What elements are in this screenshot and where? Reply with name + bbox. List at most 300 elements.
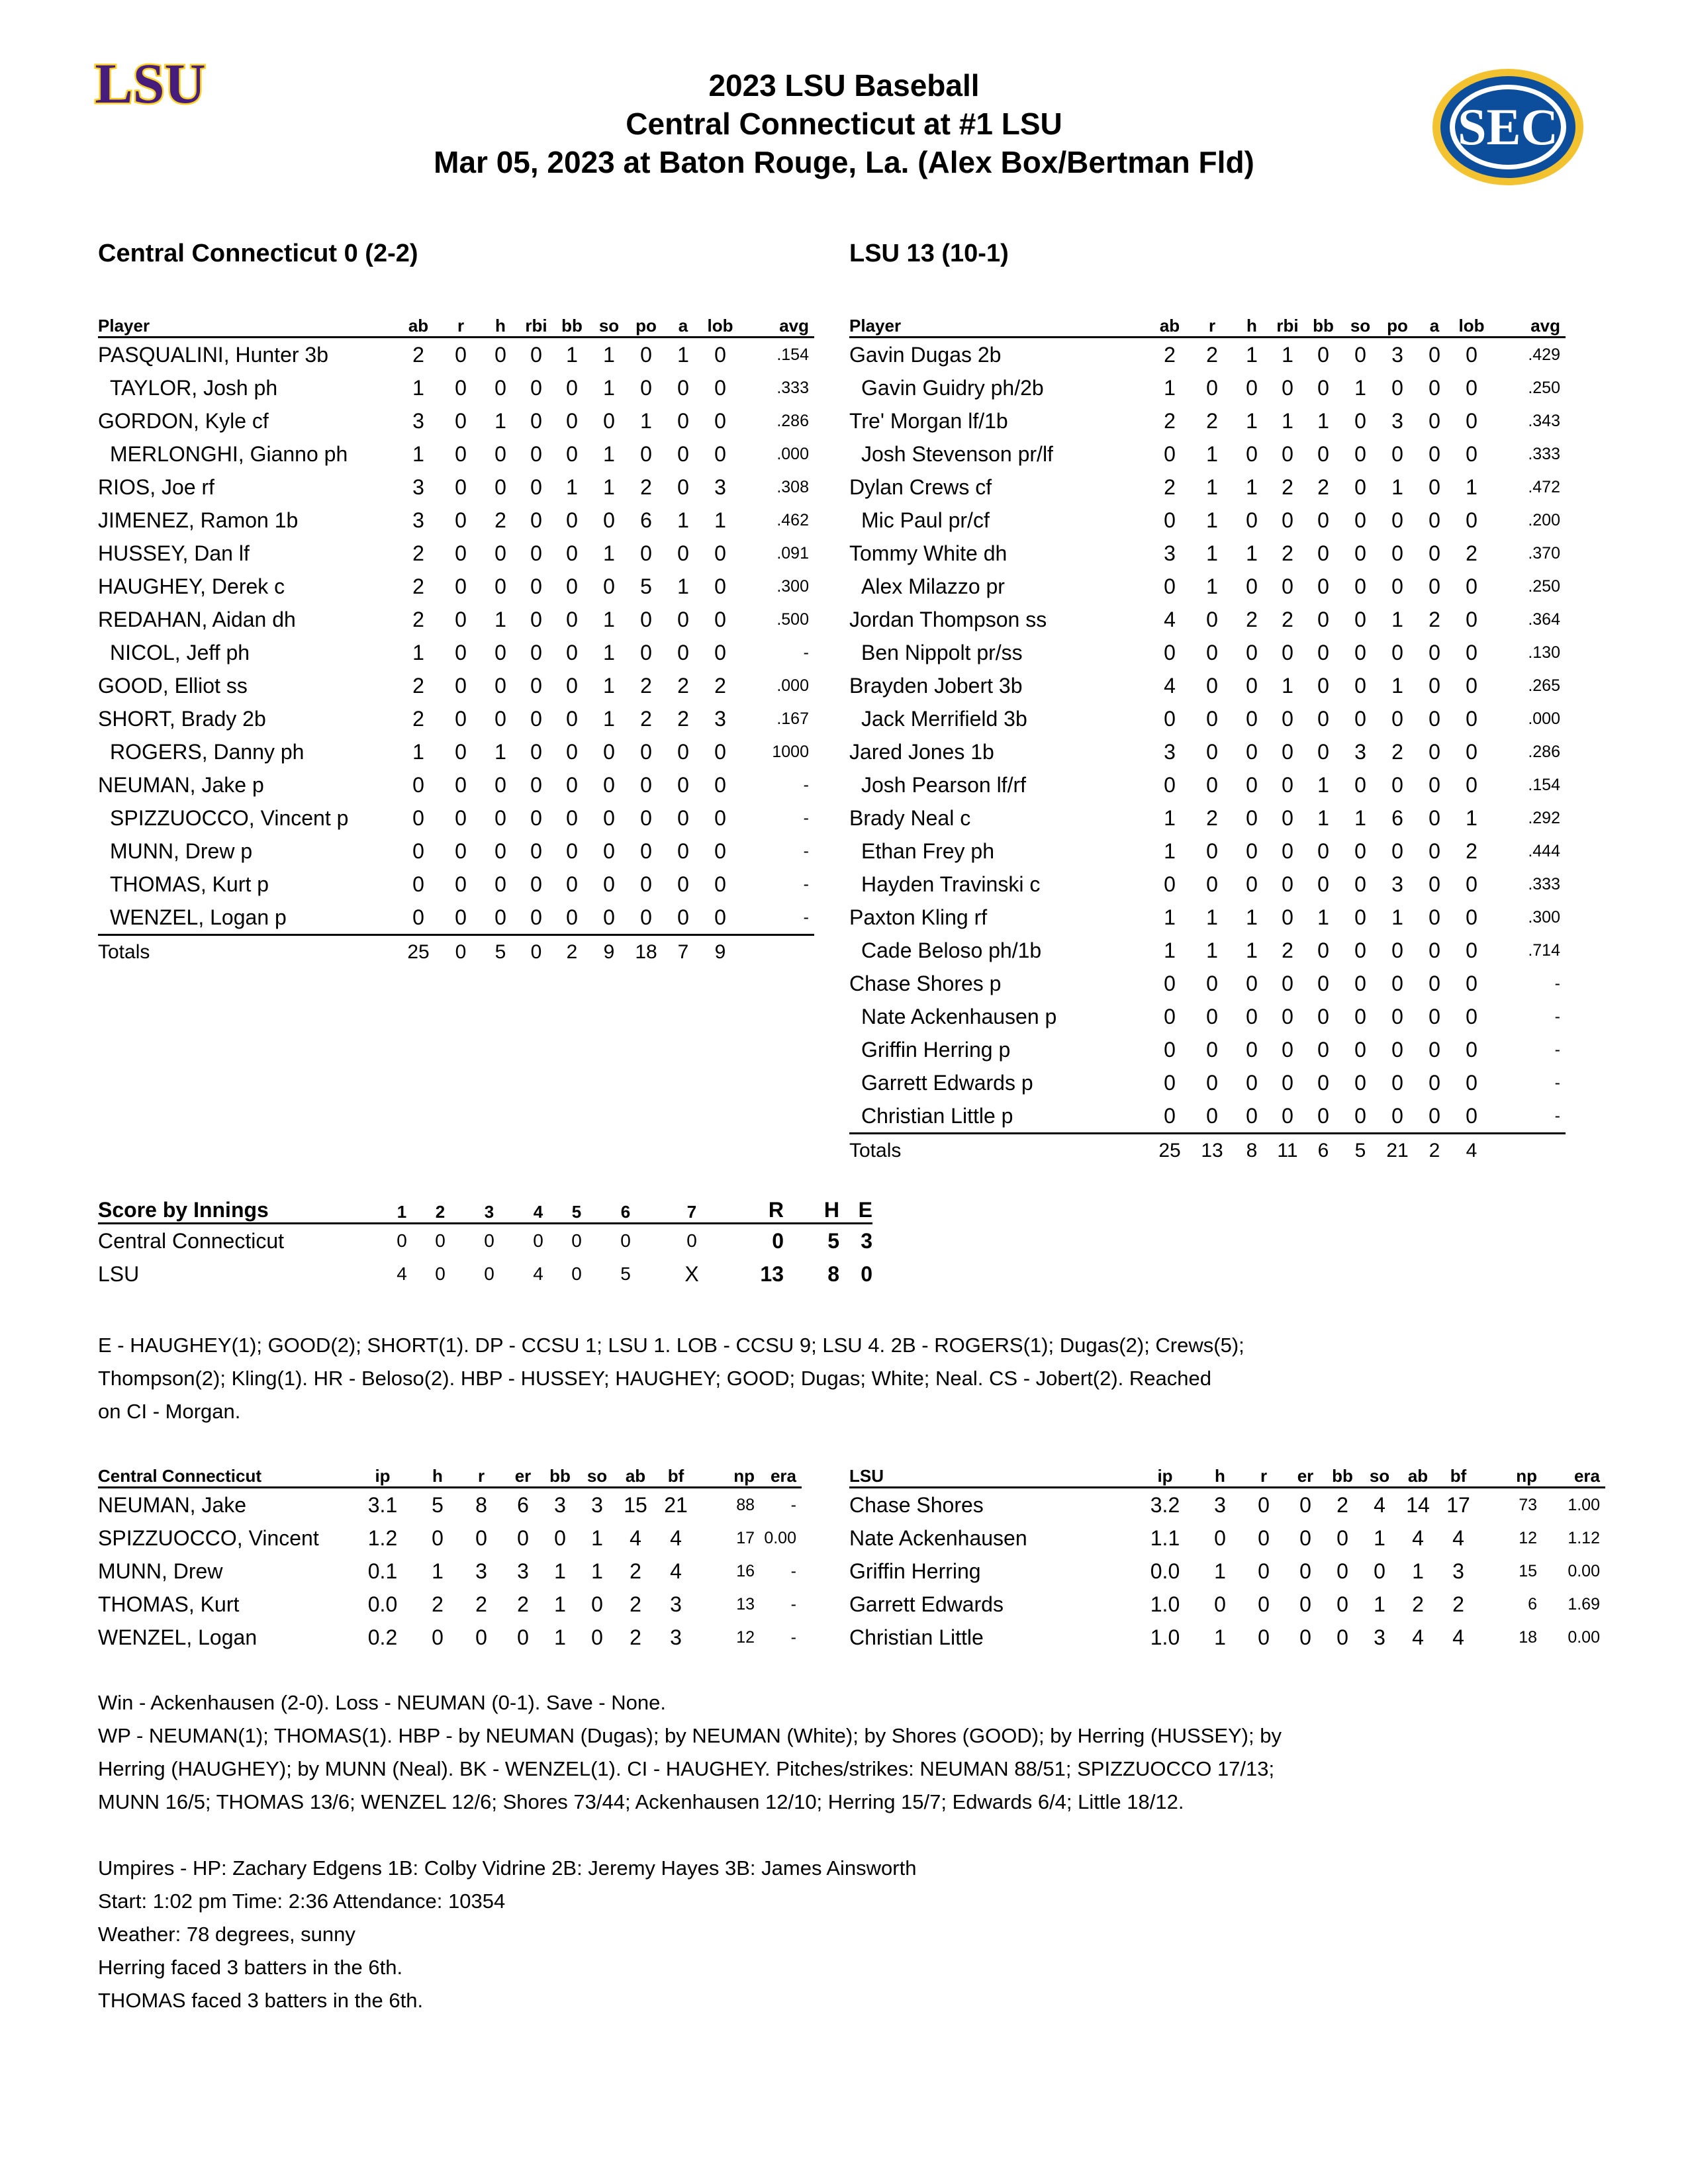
stat-cell: 0 xyxy=(1317,673,1329,698)
column-header: era xyxy=(760,1463,802,1488)
batting-average: .444 xyxy=(1528,841,1560,860)
stat-cell: 0 xyxy=(455,408,467,433)
stat-cell: 0 xyxy=(1258,1559,1270,1583)
stat-cell: 0 xyxy=(1429,541,1440,565)
stat-cell: 4 xyxy=(1452,1525,1464,1550)
stat-cell: 1 xyxy=(1206,441,1218,466)
batting-average: .292 xyxy=(1528,808,1560,827)
pitch-count: 12 xyxy=(1519,1528,1537,1547)
column-header: rbi xyxy=(519,312,553,338)
stat-cell: 0 xyxy=(1354,673,1366,698)
stat-cell: 0 xyxy=(677,839,689,863)
stat-cell: 0 xyxy=(677,607,689,631)
totals-row xyxy=(98,935,814,970)
batting-average: - xyxy=(1554,1007,1560,1026)
stat-cell: 0 xyxy=(1466,375,1477,400)
batter-row xyxy=(849,868,1566,901)
stat-cell: 15 xyxy=(624,1492,647,1517)
stat-cell: 0 xyxy=(1336,1559,1348,1583)
batter-row xyxy=(98,570,814,603)
stat-cell: 0 xyxy=(1317,1004,1329,1028)
stat-cell: 0 xyxy=(1258,1492,1270,1517)
stat-cell: 3 xyxy=(412,408,424,433)
linescore-row xyxy=(98,1257,872,1291)
batting-average: .364 xyxy=(1528,610,1560,629)
stat-cell: 4 xyxy=(1164,607,1176,631)
stat-cell: 0 xyxy=(1246,772,1258,797)
total-e: 0 xyxy=(861,1261,872,1286)
stat-cell: 2 xyxy=(1164,342,1176,367)
stat-cell: 1 xyxy=(1317,805,1329,830)
stat-cell: 0 xyxy=(1246,640,1258,664)
stat-cell: 1 xyxy=(1164,375,1176,400)
stat-cell: 0 xyxy=(1206,839,1218,863)
stat-cell: 0 xyxy=(1246,739,1258,764)
stat-cell: 0 xyxy=(1354,574,1366,598)
stat-cell: 0 xyxy=(1336,1525,1348,1550)
column-header: Player xyxy=(849,312,1149,338)
column-header: po xyxy=(1379,312,1416,338)
stat-cell: 0 xyxy=(603,805,615,830)
stat-cell: 0 xyxy=(1391,375,1403,400)
era-value: 0.00 xyxy=(764,1528,796,1547)
batter-row xyxy=(849,504,1566,537)
linescore-header: 1 xyxy=(383,1198,421,1224)
stat-cell: 0 xyxy=(714,574,726,598)
stat-cell: 0 xyxy=(455,739,467,764)
stat-cell: 1 xyxy=(1164,839,1176,863)
player-name: Brady Neal c xyxy=(849,805,971,830)
stat-cell: 0 xyxy=(1299,1492,1311,1517)
stat-cell: 14 xyxy=(1406,1492,1430,1517)
totals-cell: 6 xyxy=(1317,1140,1329,1161)
stat-cell: 0 xyxy=(530,607,542,631)
stat-cell: 0 xyxy=(603,739,615,764)
batter-row xyxy=(849,603,1566,636)
column-header: Player xyxy=(98,312,397,338)
stat-cell: 1 xyxy=(603,640,615,664)
stat-cell: 0 xyxy=(1246,706,1258,731)
stat-cell: 0 xyxy=(1246,971,1258,995)
totals-label: Totals xyxy=(98,941,150,963)
total-e: 3 xyxy=(861,1228,872,1253)
stat-cell: 0 xyxy=(714,640,726,664)
player-name: Ben Nippolt pr/ss xyxy=(861,640,1023,664)
column-header: r xyxy=(440,312,482,338)
stat-cell: 1 xyxy=(566,342,578,367)
stat-cell: 0 xyxy=(1282,640,1293,664)
pitcher-name: Nate Ackenhausen xyxy=(849,1525,1027,1550)
stat-cell: 1 xyxy=(1317,772,1329,797)
title-line-3: Mar 05, 2023 at Baton Rouge, La. (Alex Box/Bertman Fld) xyxy=(434,145,1254,179)
column-header: po xyxy=(628,312,665,338)
pitcher-name: MUNN, Drew xyxy=(98,1559,223,1583)
stat-cell: 0 xyxy=(603,772,615,797)
batting-average: .250 xyxy=(1528,378,1560,397)
totals-cell: 25 xyxy=(407,941,430,963)
batting-average: .714 xyxy=(1528,940,1560,960)
stat-cell: 0 xyxy=(1466,607,1477,631)
stat-cell: 1 xyxy=(1391,607,1403,631)
game-note-line: E - HAUGHEY(1); GOOD(2); SHORT(1). DP - CCSU 1; LSU 1. LOB - CCSU 9; LSU 4. 2B - ROGERS(1); Dugas(2); Crews(5); xyxy=(98,1334,1244,1357)
stat-cell: 2 xyxy=(630,1559,641,1583)
pitch-count: 73 xyxy=(1519,1495,1537,1514)
batting-average: .286 xyxy=(776,411,809,430)
batting-average: - xyxy=(739,901,814,935)
player-name: Jack Merrifield 3b xyxy=(861,706,1027,731)
stat-cell: 4 xyxy=(1164,673,1176,698)
totals-cell: 5 xyxy=(494,941,506,963)
stat-cell: 0 xyxy=(677,541,689,565)
stat-cell: 0 xyxy=(1317,872,1329,896)
stat-cell: 2 xyxy=(1206,342,1218,367)
stat-cell: 1 xyxy=(566,475,578,499)
batting-average: 1000 xyxy=(772,742,809,761)
totals-cell: 5 xyxy=(1354,1140,1366,1161)
stat-cell: 0 xyxy=(412,839,424,863)
stat-cell: 1 xyxy=(677,574,689,598)
stat-cell: 0 xyxy=(1282,805,1293,830)
stat-cell: 0 xyxy=(1206,872,1218,896)
stat-cell: 1 xyxy=(1317,408,1329,433)
stat-cell: 0 xyxy=(432,1525,444,1550)
inning-score: 5 xyxy=(620,1263,631,1284)
sec-logo-letters: SEC xyxy=(1458,98,1558,156)
stat-cell: 1 xyxy=(1164,938,1176,962)
linescore-row xyxy=(98,1224,872,1258)
player-name: ROGERS, Danny ph xyxy=(110,739,305,764)
stat-cell: 2 xyxy=(1206,408,1218,433)
pitcher-row xyxy=(849,1555,1605,1588)
batter-row xyxy=(849,338,1566,372)
stat-cell: 0 xyxy=(566,872,578,896)
batting-average: .154 xyxy=(776,345,809,364)
stat-cell: 0 xyxy=(1246,872,1258,896)
stat-cell: 0 xyxy=(1246,673,1258,698)
pitcher-row xyxy=(849,1621,1605,1654)
stat-cell: 0 xyxy=(440,901,482,935)
batting-average: .000 xyxy=(776,444,809,463)
player-name: SPIZZUOCCO, Vincent p xyxy=(110,805,349,830)
pitcher-row xyxy=(849,1588,1605,1621)
era-value: - xyxy=(790,1495,796,1514)
stat-cell: 0 xyxy=(1164,772,1176,797)
stat-cell: 0 xyxy=(714,872,726,896)
stat-cell: 0 xyxy=(1164,508,1176,532)
stat-cell: 0 xyxy=(566,706,578,731)
stat-cell: 0 xyxy=(1233,1099,1270,1134)
inning-score: 0 xyxy=(620,1230,631,1251)
column-header: r xyxy=(459,1463,503,1488)
stat-cell: 0 xyxy=(494,839,506,863)
total-r: 0 xyxy=(772,1228,784,1253)
game-info-line: THOMAS faced 3 batters in the 6th. xyxy=(98,1989,424,2012)
column-header: rbi xyxy=(1270,312,1305,338)
stat-cell: 3 xyxy=(1391,408,1403,433)
stat-cell: 1 xyxy=(1206,541,1218,565)
batter-row xyxy=(849,570,1566,603)
innings-pitched: 0.2 xyxy=(367,1625,398,1649)
stat-cell: 1 xyxy=(1354,805,1366,830)
stat-cell: 0 xyxy=(1354,1070,1366,1095)
stat-cell: 0 xyxy=(566,607,578,631)
stat-cell: 0 xyxy=(1429,640,1440,664)
stat-cell: 0 xyxy=(494,541,506,565)
batting-average: .333 xyxy=(1528,444,1560,463)
stat-cell: 0 xyxy=(1354,607,1366,631)
stat-cell: 0 xyxy=(1429,905,1440,929)
home-batting-table xyxy=(849,312,1566,1167)
stat-cell: 2 xyxy=(1206,805,1218,830)
stat-cell: 0 xyxy=(1466,508,1477,532)
stat-cell: 0 xyxy=(1258,1592,1270,1616)
stat-cell: 0 xyxy=(640,342,652,367)
title-line-2: Central Connecticut at #1 LSU xyxy=(626,107,1062,141)
pitch-count: 13 xyxy=(736,1594,755,1614)
stat-cell: 0 xyxy=(455,574,467,598)
stat-cell: 0 xyxy=(677,872,689,896)
stat-cell: 0 xyxy=(1282,1070,1293,1095)
stat-cell: 2 xyxy=(412,342,424,367)
stat-cell: 0 xyxy=(603,872,615,896)
stat-cell: 1 xyxy=(494,739,506,764)
batter-row xyxy=(849,669,1566,702)
stat-cell: 0 xyxy=(1429,938,1440,962)
stat-cell: 3 xyxy=(1391,872,1403,896)
pitching-note-line: WP - NEUMAN(1); THOMAS(1). HBP - by NEUMAN (Dugas); by NEUMAN (White); by Shores (GOOD); by Herring (HUSSEY); by xyxy=(98,1724,1282,1747)
stat-cell: 3 xyxy=(412,508,424,532)
stat-cell: 1 xyxy=(603,342,615,367)
stat-cell: 0 xyxy=(455,805,467,830)
stat-cell: 0 xyxy=(494,640,506,664)
stat-cell: 2 xyxy=(640,706,652,731)
player-name: Alex Milazzo pr xyxy=(861,574,1005,598)
stat-cell: 0 xyxy=(714,739,726,764)
stat-cell: 2 xyxy=(1282,475,1293,499)
stat-cell: 0 xyxy=(566,541,578,565)
batting-average: .250 xyxy=(1528,576,1560,596)
batting-average: .308 xyxy=(776,477,809,496)
stat-cell: 0 xyxy=(1354,839,1366,863)
batting-average: .154 xyxy=(1528,775,1560,794)
totals-cell: 9 xyxy=(714,941,726,963)
player-name: Jared Jones 1b xyxy=(849,739,994,764)
stat-cell: 0 xyxy=(1317,739,1329,764)
stat-cell: 0 xyxy=(1354,938,1366,962)
stat-cell: 0 xyxy=(530,508,542,532)
stat-cell: 0 xyxy=(677,772,689,797)
stat-cell: 0 xyxy=(1354,541,1366,565)
stat-cell: 0 xyxy=(1317,839,1329,863)
stat-cell: 0 xyxy=(1258,1625,1270,1649)
stat-cell: 1 xyxy=(603,673,615,698)
stat-cell: 1 xyxy=(591,1559,603,1583)
stat-cell: 0 xyxy=(1429,508,1440,532)
batting-average: .343 xyxy=(1528,411,1560,430)
game-info-line: Start: 1:02 pm Time: 2:36 Attendance: 10354 xyxy=(98,1889,506,1913)
stat-cell: 0 xyxy=(455,541,467,565)
pitching-note-line: MUNN 16/5; THOMAS 13/6; WENZEL 12/6; Shores 73/44; Ackenhausen 12/10; Herring 15/7; Edwards 6/4; Little 18/12. xyxy=(98,1790,1184,1813)
stat-cell: 0 xyxy=(640,375,652,400)
stat-cell: 0 xyxy=(714,772,726,797)
player-name: Jordan Thompson ss xyxy=(849,607,1047,631)
batting-average: - xyxy=(803,643,809,662)
player-name: HUSSEY, Dan lf xyxy=(98,541,250,565)
inning-score: X xyxy=(684,1261,699,1286)
stat-cell: 0 xyxy=(455,375,467,400)
stat-cell: 0 xyxy=(530,342,542,367)
column-header: bf xyxy=(654,1463,698,1488)
batter-row xyxy=(849,735,1566,768)
stat-cell: 0 xyxy=(566,739,578,764)
stat-cell: 0 xyxy=(1206,1070,1218,1095)
stat-cell: 0 xyxy=(1246,375,1258,400)
inning-score: 0 xyxy=(435,1263,445,1284)
game-note-line: Thompson(2); Kling(1). HR - Beloso(2). HBP - HUSSEY; HAUGHEY; GOOD; Dugas; White; Neal. CS - Jobert(2). Reached xyxy=(98,1367,1211,1390)
stat-cell: 0 xyxy=(1466,772,1477,797)
stat-cell: 0 xyxy=(640,607,652,631)
stat-cell: 0 xyxy=(1354,971,1366,995)
stat-cell: 0 xyxy=(530,772,542,797)
stat-cell: 0 xyxy=(1282,441,1293,466)
stat-cell: 0 xyxy=(590,901,628,935)
stat-cell: 0 xyxy=(640,441,652,466)
column-header: er xyxy=(1286,1463,1325,1488)
stat-cell: 0 xyxy=(714,839,726,863)
column-header: np xyxy=(698,1463,760,1488)
stat-cell: 2 xyxy=(1412,1592,1424,1616)
column-header: avg xyxy=(1490,312,1566,338)
stat-cell: 2 xyxy=(412,673,424,698)
stat-cell: 0 xyxy=(1416,1099,1453,1134)
column-header: h xyxy=(482,312,519,338)
stat-cell: 0 xyxy=(1164,1004,1176,1028)
stat-cell: 1 xyxy=(432,1559,444,1583)
stat-cell: 1 xyxy=(1466,475,1477,499)
stat-cell: 0 xyxy=(455,342,467,367)
batter-row xyxy=(98,338,814,372)
column-header: a xyxy=(665,312,702,338)
stat-cell: 0 xyxy=(1299,1525,1311,1550)
totals-row xyxy=(849,1134,1566,1168)
stat-cell: 0 xyxy=(1206,640,1218,664)
stat-cell: 0 xyxy=(1466,706,1477,731)
stat-cell: 1 xyxy=(1374,1592,1385,1616)
player-name: RIOS, Joe rf xyxy=(98,475,215,499)
stat-cell: 1 xyxy=(677,508,689,532)
player-name: HAUGHEY, Derek c xyxy=(98,574,285,598)
stat-cell: 0 xyxy=(1282,1004,1293,1028)
stat-cell: 2 xyxy=(1282,938,1293,962)
inning-score: 0 xyxy=(484,1263,494,1284)
stat-cell: 0 xyxy=(1429,475,1440,499)
player-name: GORDON, Kyle cf xyxy=(98,408,269,433)
stat-cell: 6 xyxy=(517,1492,529,1517)
stat-cell: 2 xyxy=(412,574,424,598)
game-info-line: Umpires - HP: Zachary Edgens 1B: Colby Vidrine 2B: Jeremy Hayes 3B: James Ainsworth xyxy=(98,1856,917,1880)
pitcher-name: SPIZZUOCCO, Vincent xyxy=(98,1525,319,1550)
stat-cell: 0 xyxy=(1164,971,1176,995)
stat-cell: 4 xyxy=(670,1525,682,1550)
stat-cell: 0 xyxy=(1429,839,1440,863)
stat-cell: 0 xyxy=(1354,342,1366,367)
linescore-header: 7 xyxy=(655,1198,728,1224)
stat-cell: 1 xyxy=(1282,673,1293,698)
total-h: 5 xyxy=(827,1228,839,1253)
linescore-table xyxy=(98,1198,872,1291)
stat-cell: 1 xyxy=(1206,938,1218,962)
stat-cell: 1 xyxy=(603,475,615,499)
era-value: 1.69 xyxy=(1568,1594,1600,1614)
stat-cell: 0 xyxy=(494,574,506,598)
pitcher-name: THOMAS, Kurt xyxy=(98,1592,240,1616)
stat-cell: 0 xyxy=(517,1625,529,1649)
stat-cell: 3 xyxy=(475,1559,487,1583)
batting-average: - xyxy=(803,841,809,860)
inning-score: 4 xyxy=(533,1263,543,1284)
column-header: h xyxy=(1233,312,1270,338)
stat-cell: 0 xyxy=(1429,772,1440,797)
stat-cell: 1 xyxy=(1164,905,1176,929)
stat-cell: 0 xyxy=(1391,1070,1403,1095)
stat-cell: 0 xyxy=(553,901,590,935)
pitching-note-line: Win - Ackenhausen (2-0). Loss - NEUMAN (0-1). Save - None. xyxy=(98,1691,666,1714)
batting-average: - xyxy=(803,874,809,893)
column-header: so xyxy=(1360,1463,1399,1488)
stat-cell: 0 xyxy=(714,441,726,466)
stat-cell: 6 xyxy=(640,508,652,532)
stat-cell: 1 xyxy=(412,441,424,466)
stat-cell: 2 xyxy=(412,706,424,731)
stat-cell: 0 xyxy=(1258,1525,1270,1550)
stat-cell: 6 xyxy=(1391,805,1403,830)
batter-row xyxy=(849,404,1566,437)
stat-cell: 4 xyxy=(1412,1625,1424,1649)
stat-cell: 3 xyxy=(1214,1492,1226,1517)
batting-average: .000 xyxy=(776,676,809,695)
stat-cell: 0 xyxy=(1391,441,1403,466)
inning-score: 0 xyxy=(533,1230,543,1251)
stat-cell: 0 xyxy=(1246,839,1258,863)
stat-cell: 0 xyxy=(494,375,506,400)
stat-cell: 0 xyxy=(1354,905,1366,929)
linescore-header: 5 xyxy=(557,1198,596,1224)
stat-cell: 0 xyxy=(714,408,726,433)
stat-cell: 3 xyxy=(1164,541,1176,565)
stat-cell: 0 xyxy=(1354,640,1366,664)
stat-cell: 0 xyxy=(455,607,467,631)
stat-cell: 0 xyxy=(530,673,542,698)
pitch-count: 17 xyxy=(736,1528,755,1547)
stat-cell: 0 xyxy=(1391,772,1403,797)
stat-cell: 2 xyxy=(640,475,652,499)
stat-cell: 1 xyxy=(554,1625,566,1649)
batting-average: .130 xyxy=(1528,643,1560,662)
stat-cell: 0 xyxy=(412,872,424,896)
pitcher-name: Christian Little xyxy=(849,1625,984,1649)
player-name: Hayden Travinski c xyxy=(861,872,1041,896)
batter-row xyxy=(98,735,814,768)
batting-average: .300 xyxy=(1528,907,1560,927)
linescore-header: 6 xyxy=(596,1198,655,1224)
player-name: MUNN, Drew p xyxy=(110,839,253,863)
stat-cell: 0 xyxy=(530,574,542,598)
stat-cell: 0 xyxy=(455,640,467,664)
column-header: bf xyxy=(1436,1463,1480,1488)
stat-cell: 0 xyxy=(1191,1099,1233,1134)
stat-cell: 0 xyxy=(1317,1070,1329,1095)
stat-cell: 3 xyxy=(554,1492,566,1517)
